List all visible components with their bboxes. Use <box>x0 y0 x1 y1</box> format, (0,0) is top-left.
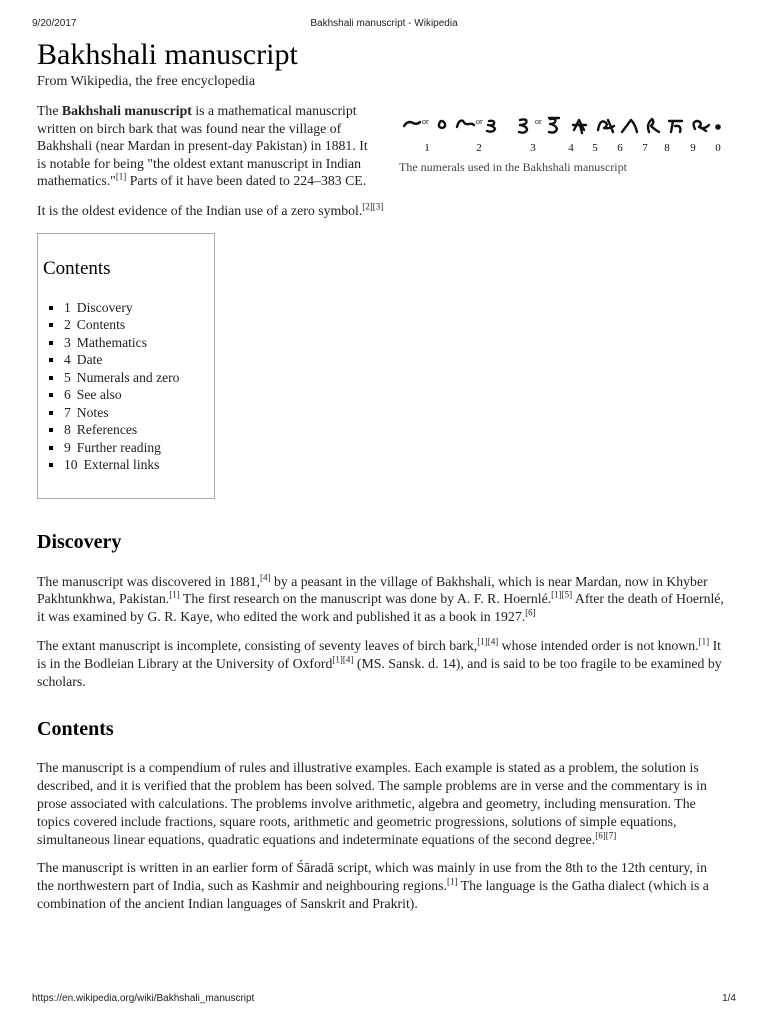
section-heading-discovery: Discovery <box>37 530 122 553</box>
reference-link[interactable]: [1][5] <box>551 589 573 600</box>
toc-item-mathematics[interactable]: 3 Mathematics <box>64 334 214 352</box>
contents-paragraph-1: The manuscript is a compendium of rules and illustrative examples. Each example is stated as a problem, the solution is described, and it is verified that the problem has been solved. The sample problems are in verse and the commentary is in prose associated with calculations. The problems involve arithmetic, algebra and geometry, including mensuration. The topics covered include fractions, square roots, arithmetic and geometric progressions, solutions of simple equations, simultaneous linear equations, quadratic equations and indeterminate equations of the second degree.[6][7] <box>37 760 707 847</box>
reference-link[interactable]: [1] <box>698 636 710 647</box>
page-title: Bakhshali manuscript <box>37 38 298 71</box>
numeral-label-4: 4 <box>568 142 574 154</box>
toc-item-notes[interactable]: 7 Notes <box>64 404 214 422</box>
numeral-label-8: 8 <box>664 142 670 154</box>
reference-link[interactable]: [2][3] <box>362 201 384 212</box>
toc-item-numerals-and-zero[interactable]: 5 Numerals and zero <box>64 369 214 387</box>
contents-paragraph-2: The manuscript is written in an earlier form of Śāradā script, which was mainly in use from the 8th to the 12th century, in the northwestern part of India, such as Kashmir and neighbouring regions.[1] The language is the Gatha dialect (which is a combination of the ancient Indian languages of Sanskrit and Prakrit). <box>37 860 709 911</box>
numeral-label-5: 5 <box>592 142 598 154</box>
toc-item-see-also[interactable]: 6 See also <box>64 386 214 404</box>
zero-paragraph: It is the oldest evidence of the Indian use of a zero symbol.[2][3] <box>37 201 384 218</box>
numeral-9-glyph <box>694 121 709 131</box>
numeral-label-6: 6 <box>617 142 623 154</box>
article-content <box>37 38 727 924</box>
toc-list <box>43 299 214 474</box>
intro-section <box>37 102 727 190</box>
reference-link[interactable]: [1] <box>115 171 127 182</box>
article-subject: Bakhshali manuscript <box>61 103 192 118</box>
or-label: or <box>476 117 483 126</box>
numerals-image <box>399 116 729 158</box>
tagline: From Wikipedia, the free encyclopedia <box>37 74 256 89</box>
numeral-label-7: 7 <box>642 142 648 154</box>
numeral-label-1: 1 <box>424 142 430 154</box>
toc-item-references[interactable]: 8 References <box>64 421 214 439</box>
print-page-number: 1/4 <box>722 993 736 1004</box>
print-page-title: Bakhshali manuscript - Wikipedia <box>310 18 458 29</box>
discovery-paragraph-2: The extant manuscript is incomplete, consisting of seventy leaves of birch bark,[1][4] whose intended order is not known.[1] It is in the Bodleian Library at the University of Oxford[1][4] (MS. Sansk. d. 14), and is said to be too fragile to be examined by scholars. <box>37 636 722 689</box>
numeral-7-glyph <box>648 119 659 132</box>
numeral-label-3: 3 <box>530 142 536 154</box>
numeral-2-glyph <box>457 121 474 127</box>
toc-item-further-reading[interactable]: 9 Further reading <box>64 439 214 457</box>
toc-item-date[interactable]: 4 Date <box>64 351 214 369</box>
reference-link[interactable]: [4] <box>260 571 271 582</box>
numeral-3-alt-glyph <box>549 118 559 133</box>
numerals-figure <box>399 116 729 175</box>
numeral-3-glyph <box>519 119 527 132</box>
reference-link[interactable]: [1][4] <box>332 654 354 665</box>
reference-link[interactable]: [1] <box>169 589 180 600</box>
discovery-paragraph-1: The manuscript was discovered in 1881,[4] by a peasant in the village of Bakhshali, which is near Mardan, now in Khyber Pakhtunkhwa, Pakistan.[1] The first research on the manuscript was done by A. F. R. Hoernlé.[1][5] After the death of Hoernlé, it was examined by G. R. Kaye, who edited the work and published it as a book in 1927.[6] <box>37 571 724 625</box>
toc-item-contents[interactable]: 2 Contents <box>64 316 214 334</box>
reference-link[interactable]: [1] <box>446 876 458 887</box>
figure-caption: The numerals used in the Bakhshali manuscript <box>399 160 627 174</box>
toc-item-discovery[interactable]: 1 Discovery <box>64 299 214 317</box>
or-label: or <box>422 117 429 126</box>
table-of-contents <box>37 233 215 499</box>
numeral-4-glyph <box>573 120 586 133</box>
reference-link[interactable]: [6] <box>525 607 536 618</box>
print-url: https://en.wikipedia.org/wiki/Bakhshali_manuscript <box>32 993 255 1004</box>
toc-title: Contents <box>43 257 111 279</box>
numeral-8-glyph <box>669 121 682 132</box>
or-label: or <box>535 117 542 126</box>
numeral-6-glyph <box>622 120 637 132</box>
numeral-1-glyph <box>404 122 420 126</box>
numeral-1-alt-glyph <box>439 121 445 128</box>
numeral-label-9: 9 <box>690 142 696 154</box>
numeral-0-dot <box>715 124 721 130</box>
reference-link[interactable]: [6][7] <box>595 829 617 840</box>
numeral-label-0: 0 <box>715 142 721 154</box>
numeral-5-glyph <box>598 120 614 132</box>
numeral-label-2: 2 <box>476 142 482 154</box>
print-date: 9/20/2017 <box>32 18 77 29</box>
toc-item-external-links[interactable]: 10 External links <box>64 456 214 474</box>
numeral-2-alt-glyph <box>487 121 495 132</box>
reference-link[interactable]: [1][4] <box>477 636 499 647</box>
section-heading-contents: Contents <box>37 718 114 741</box>
intro-paragraph: The Bakhshali manuscript is a mathematical manuscript written on birch bark that was found near the village of Bakhshali (near Mardan in present-day Pakistan) in 1881. It is notable for being "the oldest extant manuscript in Indian mathematics."[1] Parts of it have been dated to 224–383 CE. <box>37 103 368 189</box>
